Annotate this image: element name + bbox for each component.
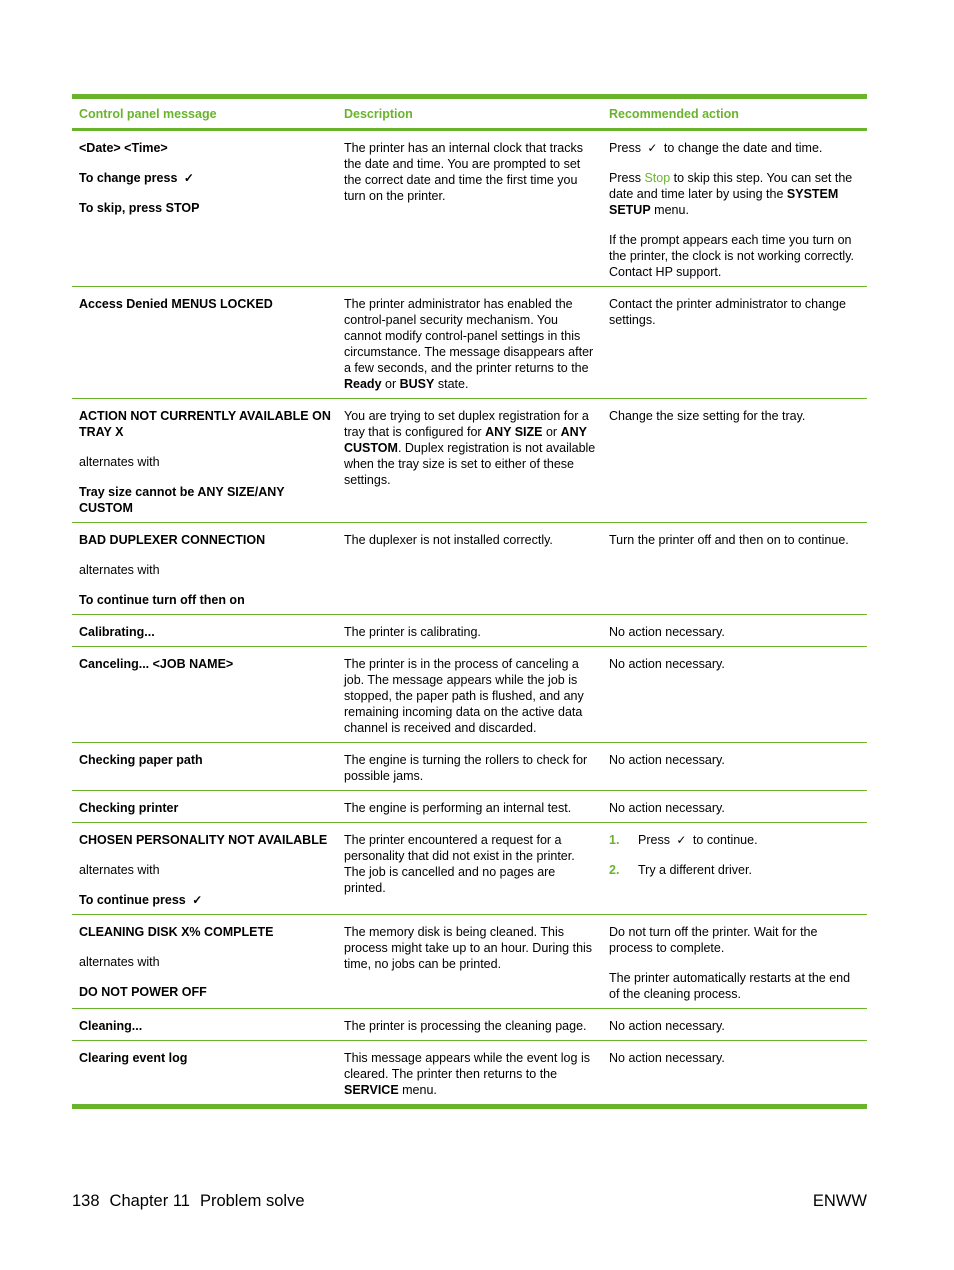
description-cell — [337, 832, 602, 908]
action-text: Press — [638, 833, 670, 847]
action-text: No action necessary. — [609, 657, 725, 671]
description-text: You are trying to set duplex registration for a tray that is configured for — [344, 409, 589, 439]
action-text: No action necessary. — [609, 801, 725, 815]
action-text: No action necessary. — [609, 753, 725, 767]
table-row — [72, 915, 867, 1009]
message-cell — [72, 1050, 337, 1098]
action-cell — [602, 752, 867, 784]
action-text: to continue. — [692, 833, 758, 847]
description-cell — [337, 140, 602, 280]
footer-left — [72, 1192, 315, 1211]
action-text: Try a different driver. — [638, 863, 752, 877]
message-cell — [72, 924, 337, 1002]
action-cell — [602, 408, 867, 516]
table-row — [72, 287, 867, 399]
table-header — [72, 99, 867, 131]
description-text: The printer is in the process of canceling a job. The message appears while the job is stopped, the paper path is flushed, and any remaining incoming data on the active data channel is received and discarded. — [344, 657, 584, 735]
description-text: state. — [437, 377, 469, 391]
action-text: The printer automatically restarts at the end of the cleaning process. — [609, 971, 851, 1001]
table-row — [72, 1041, 867, 1109]
message-text: Tray size cannot be ANY SIZE/ANY CUSTOM — [79, 485, 285, 515]
action-cell — [602, 924, 867, 1002]
action-cell — [602, 532, 867, 608]
action-text: No action necessary. — [609, 1051, 725, 1065]
action-text: to skip this step. You can set the date and time later by using the — [609, 171, 853, 201]
message-text: BAD DUPLEXER CONNECTION — [79, 533, 266, 547]
message-cell — [72, 656, 337, 736]
menu-name: SERVICE — [344, 1083, 399, 1097]
description-text: The printer has an internal clock that tracks the date and time. You are prompted to set the correct date and time the first time you turn on the printer. — [344, 141, 584, 203]
action-text: Press — [609, 171, 641, 185]
menu-name: SYSTEM SETUP — [609, 187, 839, 217]
action-cell — [602, 656, 867, 736]
setting-name: ANY CUSTOM — [344, 425, 587, 455]
message-cell — [72, 1018, 337, 1034]
message-text: To skip, press STOP — [79, 201, 200, 215]
message-text: CLEANING DISK X% COMPLETE — [79, 925, 274, 939]
message-cell — [72, 532, 337, 608]
message-cell — [72, 140, 337, 280]
message-text: Cleaning... — [79, 1019, 143, 1033]
description-text: This message appears while the event log is cleared. The printer then returns to the — [344, 1051, 590, 1081]
setting-name: ANY SIZE — [485, 425, 543, 439]
action-cell — [602, 296, 867, 392]
message-cell — [72, 832, 337, 908]
description-text: menu. — [402, 1083, 437, 1097]
checkmark-icon: ✓ — [183, 171, 194, 185]
description-cell — [337, 408, 602, 516]
description-text: The printer encountered a request for a personality that did not exist in the printer. The job is cancelled and no pages are printed. — [344, 833, 575, 895]
checkmark-icon: ✓ — [647, 141, 658, 155]
message-text: Canceling... <JOB NAME> — [79, 657, 234, 671]
alternates-text: alternates with — [79, 955, 160, 969]
table-row — [72, 791, 867, 823]
message-text: Access Denied MENUS LOCKED — [79, 297, 273, 311]
message-cell — [72, 408, 337, 516]
description-cell — [337, 296, 602, 392]
message-text: Calibrating... — [79, 625, 155, 639]
description-cell — [337, 624, 602, 640]
description-cell — [337, 656, 602, 736]
action-text: menu. — [654, 203, 689, 217]
alternates-text: alternates with — [79, 455, 160, 469]
description-cell — [337, 800, 602, 816]
checkmark-icon: ✓ — [676, 833, 687, 847]
message-text: To continue turn off then on — [79, 593, 245, 607]
message-text: To continue press — [79, 893, 186, 907]
description-text: or — [545, 425, 558, 439]
message-text: ACTION NOT CURRENTLY AVAILABLE ON TRAY X — [79, 409, 331, 439]
message-cell — [72, 296, 337, 392]
chapter-label: Chapter 11 — [109, 1192, 190, 1210]
action-text: Turn the printer off and then on to continue. — [609, 533, 849, 547]
message-text: Clearing event log — [79, 1051, 188, 1065]
list-item — [609, 862, 863, 878]
action-text: Contact the printer administrator to change settings. — [609, 297, 846, 327]
table-row — [72, 615, 867, 647]
section-label: Problem solve — [199, 1192, 305, 1210]
action-text: If the prompt appears each time you turn on the printer, the clock is not working correctly. Contact HP support. — [609, 233, 855, 279]
description-cell — [337, 1050, 602, 1098]
table-row — [72, 523, 867, 615]
action-text: Press — [609, 141, 641, 155]
description-cell — [337, 752, 602, 784]
action-cell — [602, 832, 867, 908]
table-row — [72, 743, 867, 791]
table-row — [72, 1009, 867, 1041]
action-cell — [602, 800, 867, 816]
step-number: 1. — [609, 833, 620, 847]
alternates-text: alternates with — [79, 863, 160, 877]
description-text: . Duplex registration is not available when the tray size is set to either of these settings. — [344, 441, 596, 487]
header-action: Recommended action — [609, 106, 739, 121]
message-text: <Date> <Time> — [79, 141, 168, 155]
list-item — [609, 832, 863, 848]
action-cell — [602, 1018, 867, 1034]
description-cell — [337, 1018, 602, 1034]
state-name: BUSY — [399, 377, 435, 391]
message-table — [72, 94, 867, 1109]
checkmark-icon: ✓ — [192, 893, 203, 907]
message-cell — [72, 752, 337, 784]
message-text: Checking printer — [79, 801, 179, 815]
page-number: 138 — [72, 1192, 100, 1210]
description-text: The engine is turning the rollers to check for possible jams. — [344, 753, 588, 783]
action-text: to change the date and time. — [663, 141, 823, 155]
action-cell — [602, 624, 867, 640]
description-text: The printer is processing the cleaning page. — [344, 1019, 587, 1033]
table-row — [72, 399, 867, 523]
description-text: The duplexer is not installed correctly. — [344, 533, 553, 547]
description-text: The printer administrator has enabled the control-panel security mechanism. You cannot modify control-panel settings in this circumstance. The message disappears after a few seconds, and the printer returns to the — [344, 297, 594, 375]
page-footer — [72, 1192, 867, 1211]
header-description: Description — [344, 106, 413, 121]
stop-key-label: Stop — [644, 171, 671, 185]
table-row — [72, 647, 867, 743]
description-text: The engine is performing an internal test. — [344, 801, 572, 815]
action-text: Do not turn off the printer. Wait for the process to complete. — [609, 925, 818, 955]
alternates-text: alternates with — [79, 563, 160, 577]
description-text: The memory disk is being cleaned. This process might take up to an hour. During this time, no jobs can be printed. — [344, 925, 593, 971]
description-text: The printer is calibrating. — [344, 625, 481, 639]
message-cell — [72, 624, 337, 640]
message-text: DO NOT POWER OFF — [79, 985, 207, 999]
message-text: CHOSEN PERSONALITY NOT AVAILABLE — [79, 833, 328, 847]
state-name: Ready — [344, 377, 382, 391]
description-cell — [337, 532, 602, 608]
description-cell — [337, 924, 602, 1002]
table-row — [72, 131, 867, 287]
step-number: 2. — [609, 863, 620, 877]
action-text: Change the size setting for the tray. — [609, 409, 806, 423]
message-text: To change press — [79, 171, 178, 185]
footer-right: ENWW — [812, 1192, 867, 1210]
table-row — [72, 823, 867, 915]
action-cell — [602, 140, 867, 280]
header-message: Control panel message — [79, 106, 217, 121]
message-cell — [72, 800, 337, 816]
action-cell — [602, 1050, 867, 1098]
action-text: No action necessary. — [609, 625, 725, 639]
description-text: or — [385, 377, 397, 391]
message-text: Checking paper path — [79, 753, 203, 767]
action-text: No action necessary. — [609, 1019, 725, 1033]
